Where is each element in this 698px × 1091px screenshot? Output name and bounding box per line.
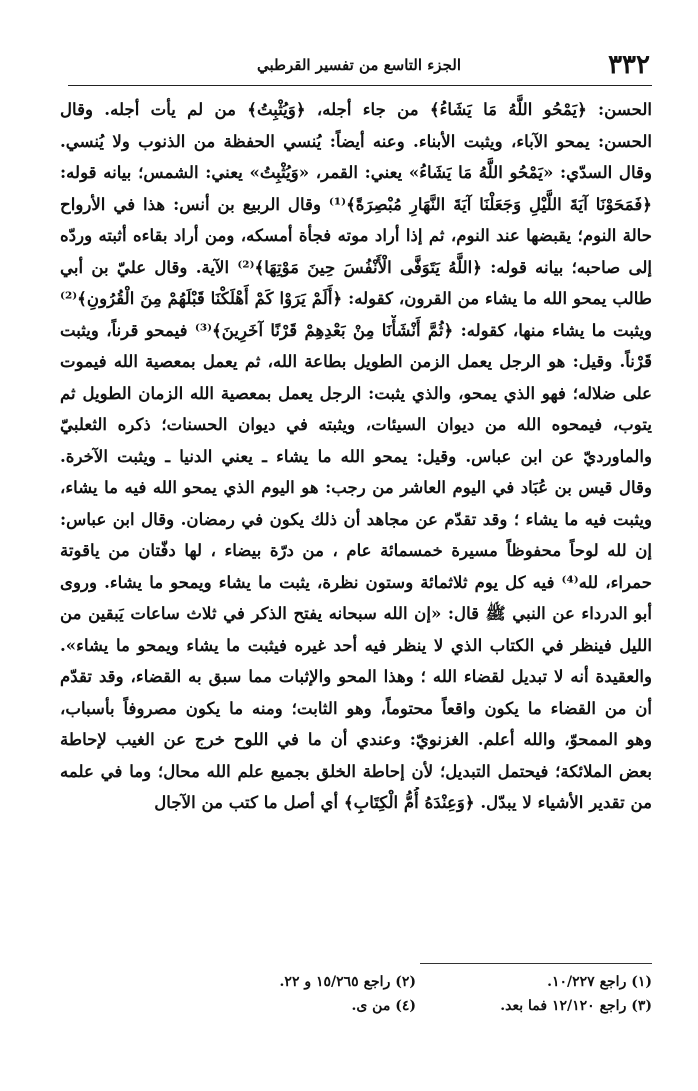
running-title: الجزء التاسع من تفسير القرطبي: [257, 56, 461, 74]
footnote: (٣) راجع ١٢/١٢٠ فما بعد.: [500, 998, 652, 1014]
footnote: (١) راجع ١٠/٢٢٧.: [547, 974, 652, 990]
page-number: ٣٣٢: [608, 50, 650, 80]
text-line: وقال السدّي: «يَمْحُو اللَّهُ مَا يَشَاءُ» يعني: القمر، «وَيُثْبِتُ» يعني: الشمس؛ بيانه قوله:: [60, 162, 652, 182]
text-line: قَرْناً. وقيل: هو الرجل يعمل الزمن الطويل بطاعة الله، ثم يعمل بمعصية الله فيموت: [60, 351, 652, 371]
footnote-row: [180, 970, 652, 994]
text-line: وقال قيس بن عُبَاد في اليوم العاشر من رجب: هو اليوم الذي يمحو الله فيه ما يشاء،: [60, 477, 652, 497]
text-line: يتوب، فيمحوه الله من ديوان السيئات، ويثبته في ديوان الحسنات؛ ذكره الثعلبيّ: [60, 414, 652, 434]
footnote-rule: [420, 963, 652, 964]
footnote: (٤) من ى.: [351, 998, 416, 1014]
text-line: والماورديّ عن ابن عباس. وقيل: يمحو الله ما يشاء ـ يعني الدنيا ـ ويثبت الآخرة.: [60, 445, 652, 466]
text-line: حمراء، لله⁽⁴⁾ فيه كل يوم ثلاثمائة وستون نظرة، يثبت ما يشاء ويمحو ما يشاء. وروى: [60, 571, 652, 592]
text-line: الحسن: يمحو الآباء، ويثبت الأبناء. وعنه أيضاً: يُنسي الحفظة من الذنوب ولا يُنسي.: [60, 130, 652, 151]
text-line: بعض الملائكة؛ فيحتمل التبديل؛ لأن إحاطة الخلق بجميع علم الله محال؛ وما في علمه: [60, 760, 652, 781]
text-line: الليل فينظر في الكتاب الذي لا ينظر فيه أحد غيره فيثبت ما يشاء ويمحو ما يشاء».: [60, 634, 652, 655]
footnotes: [180, 970, 652, 1018]
text-line: ويثبت فيه ما يشاء ؛ وقد تقدّم عن مجاهد أن ذلك يكون في رمضان. وقال ابن عباس:: [60, 508, 652, 529]
text-line: ﴿فَمَحَوْنَا آيَةَ اللَّيْلِ وَجَعَلْنَا آيَةَ النَّهَارِ مُبْصِرَةً﴾⁽¹⁾ وقال الربيع بن أنس: هذا في الأرواح: [60, 193, 652, 214]
text-line: حالة النوم؛ يقبضها عند النوم، ثم إذا أراد موته فجأة أمسكه، ومن أراد بقاءه أثبته وردّه: [60, 225, 652, 245]
text-line: وهو الممحوّ، والله أعلم. الغزنويّ: وعندي أن ما في اللوح خرج عن الغيب لإحاطة: [60, 729, 652, 749]
text-line: إن لله لوحاً محفوظاً مسيرة خمسمائة عام ، من درّة بيضاء ، لها دفّتان من ياقوتة: [60, 540, 652, 560]
text-line: الحسن: ﴿يَمْحُو اللَّهُ مَا يَشَاءُ﴾ من جاء أجله، ﴿وَيُثْبِتُ﴾ من لم يأت أجله. وقال: [60, 99, 652, 119]
footnote-row: [180, 994, 652, 1018]
page-header: [68, 50, 650, 84]
header-rule: [68, 85, 652, 86]
text-line: أن من القضاء ما يكون واقعاً محتوماً، وهو الثابت؛ ومنه ما يكون مصروفاً بأسباب،: [60, 697, 652, 718]
footnote: (٢) راجع ١٥/٢٦٥ و ٢٢.: [279, 974, 416, 990]
main-text: [60, 94, 652, 819]
text-line: إلى صاحبه؛ بيانه قوله: ﴿اللَّهُ يَتَوَفَّى الْأَنْفُسَ حِينَ مَوْتِهَا﴾⁽²⁾ الآية. وقال عليّ بن أبي: [60, 256, 652, 277]
text-line: على ضلاله؛ فهو الذي يمحو، والذي يثبت: الرجل يعمل بمعصية الله الزمان الطويل ثم: [60, 382, 652, 403]
text-line: من تقدير الأشياء لا يبدّل. ﴿وَعِنْدَهُ أُمُّ الْكِتَابِ﴾ أي أصل ما كتب من الآجال: [154, 792, 652, 812]
text-line: والعقيدة أنه لا تبديل لقضاء الله ؛ وهذا المحو والإثبات مما سبق به القضاء، وقد تقدّم: [60, 666, 652, 686]
text-line: أبو الدرداء عن النبي ﷺ قال: «إن الله سبحانه يفتح الذكر في ثلاث ساعات يَبقين من: [60, 603, 652, 623]
text-line: ويثبت ما يشاء منها، كقوله: ﴿ثُمَّ أَنْشَأْنَا مِنْ بَعْدِهِمْ قَرْنًا آخَرِينَ﴾⁽³⁾ فيمحو قرناً، ويثبت: [60, 319, 652, 340]
text-line: طالب يمحو الله ما يشاء من القرون، كقوله: ﴿أَلَمْ يَرَوْا كَمْ أَهْلَكْنَا قَبْلَهُمْ مِنَ الْقُرُونِ﴾⁽²⁾: [60, 288, 652, 308]
